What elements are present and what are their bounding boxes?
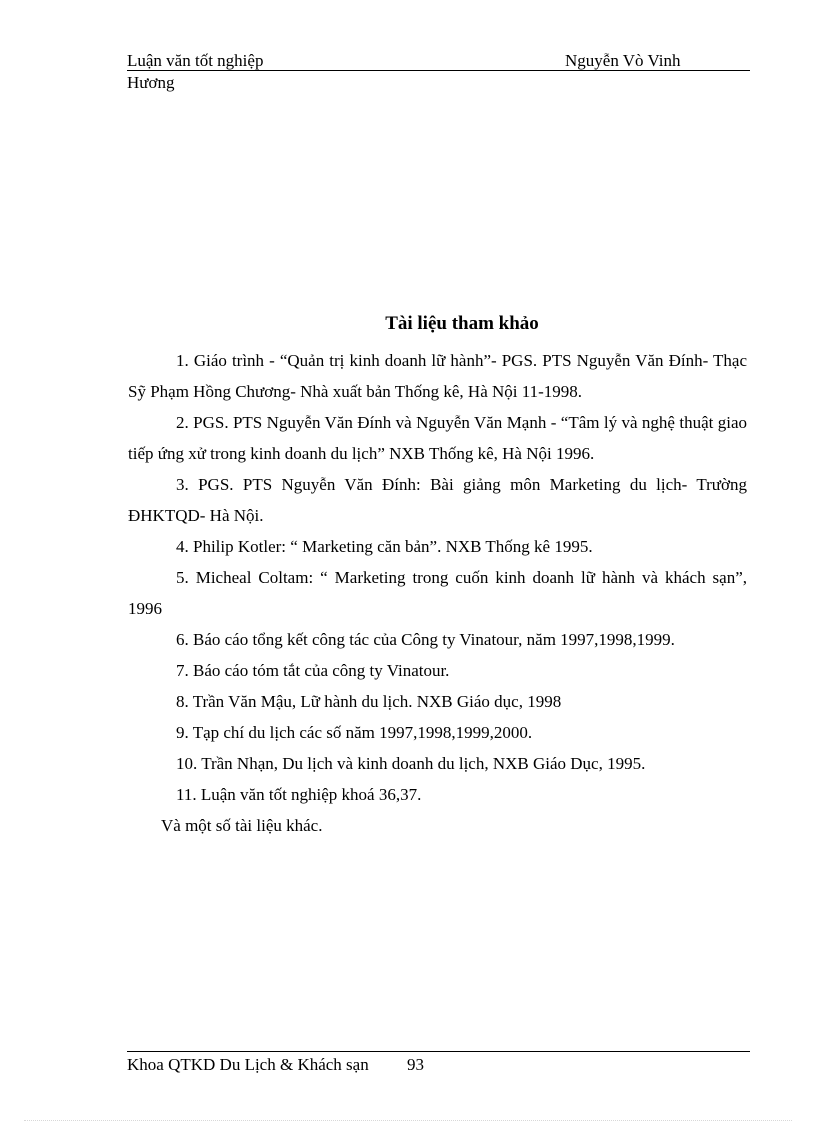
- reference-item: 1. Giáo trình - “Quản trị kinh doanh lữ hành”- PGS. PTS Nguyễn Văn Đính- Thạc Sỹ Phạm Hồng Chương- Nhà xuất bản Thống kê, Hà Nội 11-1998.: [128, 351, 747, 401]
- reference-item: 7. Báo cáo tóm tắt của công ty Vinatour.: [176, 661, 450, 680]
- page-footer: [127, 1051, 750, 1076]
- reference-list: [128, 345, 747, 841]
- header-author-name-continued: Hương: [127, 73, 175, 92]
- reference-item: 3. PGS. PTS Nguyễn Văn Đính: Bài giảng môn Marketing du lịch- Trường ĐHKTQD- Hà Nội.: [128, 475, 747, 525]
- header-row: [127, 49, 750, 71]
- reference-item: 10. Trần Nhạn, Du lịch và kinh doanh du lịch, NXB Giáo Dục, 1995.: [176, 754, 646, 773]
- reference-item: 9. Tạp chí du lịch các số năm 1997,1998,1999,2000.: [176, 723, 533, 742]
- reference-item: 11. Luận văn tốt nghiệp khoá 36,37.: [176, 785, 422, 804]
- reference-item: 6. Báo cáo tổng kết công tác của Công ty Vinatour, năm 1997,1998,1999.: [176, 630, 675, 649]
- page-bottom-edge: [24, 1120, 792, 1121]
- footer-department: Khoa QTKD Du Lịch & Khách sạn: [127, 1055, 369, 1074]
- reference-item: 4. Philip Kotler: “ Marketing căn bản”. NXB Thống kê 1995.: [176, 537, 593, 556]
- reference-item: 2. PGS. PTS Nguyễn Văn Đính và Nguyễn Văn Mạnh - “Tâm lý và nghệ thuật giao tiếp ứng xử trong kinh doanh du lịch” NXB Thống kê, Hà Nội 1996.: [128, 413, 747, 463]
- page-header: [127, 49, 750, 94]
- reference-item: 5. Micheal Coltam: “ Marketing trong cuốn kinh doanh lữ hành và khách sạn”, 1996: [128, 568, 747, 618]
- closing-note: Và một số tài liệu khác.: [161, 816, 323, 835]
- page-number: 93: [406, 1055, 424, 1074]
- header-thesis-label: Luận văn tốt nghiệp: [127, 51, 264, 70]
- reference-item: 8. Trần Văn Mậu, Lữ hành du lịch. NXB Giáo dục, 1998: [176, 692, 562, 711]
- references-title: Tài liệu tham khảo: [385, 313, 539, 334]
- header-author-name: Nguyễn Vò Vinh: [565, 51, 681, 70]
